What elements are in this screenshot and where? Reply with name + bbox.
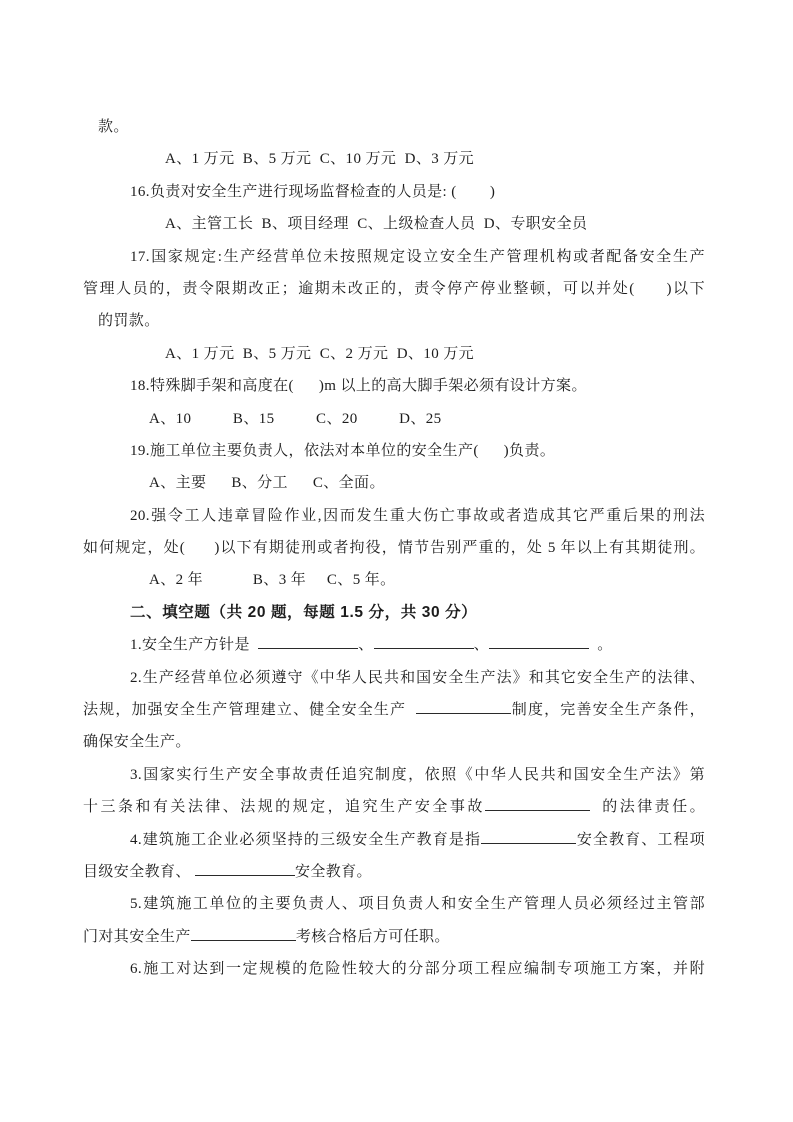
fill2-line1 [130,662,705,694]
q17-stem-line1 [130,241,705,273]
text-run: 十三条和有关法律、法规的规定，追究生产安全事故 [83,799,485,816]
text-run: 2.生产经营单位必须遵守《中华人民共和国安全生产法》和其它安全生产的法律、 [130,669,705,686]
text-run: 19.施工单位主要负责人，依法对本单位的安全生产( )负责。 [130,442,556,459]
q20-options [149,564,788,596]
fill-in-blank-line [489,633,589,649]
q20-stem-line1 [130,500,705,532]
text-run: 如何规定，处( )以下有期徒刑或者拘役，情节告别严重的，处 5 年以上有其期徒刑。 [83,540,705,557]
text-run: 、 [473,637,489,654]
fill3-line2 [83,791,705,823]
fill-in-blank-line [191,925,296,941]
text-run: 二、填空题（共 20 题，每题 1.5 分，共 30 分） [130,603,478,621]
text-run: 4.建筑施工企业必须坚持的三级安全生产教育是指 [130,831,482,848]
fill5-line1 [130,888,705,920]
q18-stem [130,370,788,402]
text-run: 5.建筑施工单位的主要负责人、项目负责人和安全生产管理人员必须经过主管部 [130,896,705,913]
fill4-line2 [83,856,788,888]
text-run: 18.特殊脚手架和高度在( )m 以上的高大脚手架必须有设计方案。 [130,378,587,395]
q18-options [149,403,788,435]
text-run: 6.施工对达到一定规模的危险性较大的分部分项工程应编制专项施工方案，并附 [130,961,705,978]
text-run: 安全教育、工程项 [576,831,706,848]
text-run: 17.国家规定:生产经营单位未按照规定设立安全生产管理机构或者配备安全生产 [130,248,705,265]
q19-options [149,467,788,499]
text-run: 。 [588,637,613,654]
text-run: A、1 万元 B、5 万元 C、10 万元 D、3 万元 [165,151,475,168]
fill3-line1 [130,759,705,791]
fill1 [130,629,788,661]
q15-tail-text [98,111,788,143]
fill-in-blank-line [195,860,295,876]
q17-options [165,338,788,370]
text-run: 安全教育。 [294,863,372,880]
text-run: 管理人员的，责令限期改正；逾期未改正的，责令停产停业整顿，可以并处( )以下 [83,280,705,297]
text-run: 法规，加强安全生产管理建立、健全安全生产 [83,702,417,719]
text-run: 3.国家实行生产安全事故责任追究制度，依照《中华人民共和国安全生产法》第 [130,766,705,783]
text-run: 、 [358,637,374,654]
fill-in-blank-line [481,828,576,844]
q15-options [165,143,788,175]
text-run: 20.强令工人违章冒险作业,因而发生重大伤亡事故或者造成其它严重后果的刑法 [130,507,705,524]
fill2-line3 [83,726,788,758]
text-run: 1.安全生产方针是 [130,637,259,654]
fill-in-blank-line [416,698,511,714]
fill6-line1 [130,953,705,985]
text-run: A、2 年 B、3 年 C、5 年。 [149,572,396,589]
fill5-line2 [83,921,788,953]
fill-in-blank-line [258,633,358,649]
text-run: 确保安全生产。 [83,734,191,751]
text-run: A、主管工长 B、项目经理 C、上级检查人员 D、专职安全员 [165,216,588,233]
text-run: 目级安全教育、 [83,863,195,880]
q16-options [165,208,788,240]
text-run: A、10 B、15 C、20 D、25 [149,410,442,427]
q17-stem-line3 [98,305,788,337]
text-run: 的罚款。 [98,313,160,330]
q19-stem [130,435,788,467]
section2-heading [130,597,788,629]
text-run: A、1 万元 B、5 万元 C、2 万元 D、10 万元 [165,345,475,362]
text-run: 16.负责对安全生产进行现场监督检查的人员是: ( ) [130,183,496,200]
fill-in-blank-line [374,633,474,649]
text-run: 款。 [98,119,129,135]
q17-stem-line2 [83,273,705,305]
text-run: 考核合格后方可任职。 [295,928,450,945]
fill2-line2 [83,694,705,726]
text-run: A、主要 B、分工 C、全面。 [149,475,385,492]
q16-stem [130,176,788,208]
fill-in-blank-line [485,795,590,811]
q20-stem-line2 [83,532,705,564]
text-run: 制度，完善安全生产条件， [511,702,705,719]
text-run: 的法律责任。 [589,799,706,816]
text-run: 门对其安全生产 [83,928,191,945]
fill4-line1 [130,824,705,856]
